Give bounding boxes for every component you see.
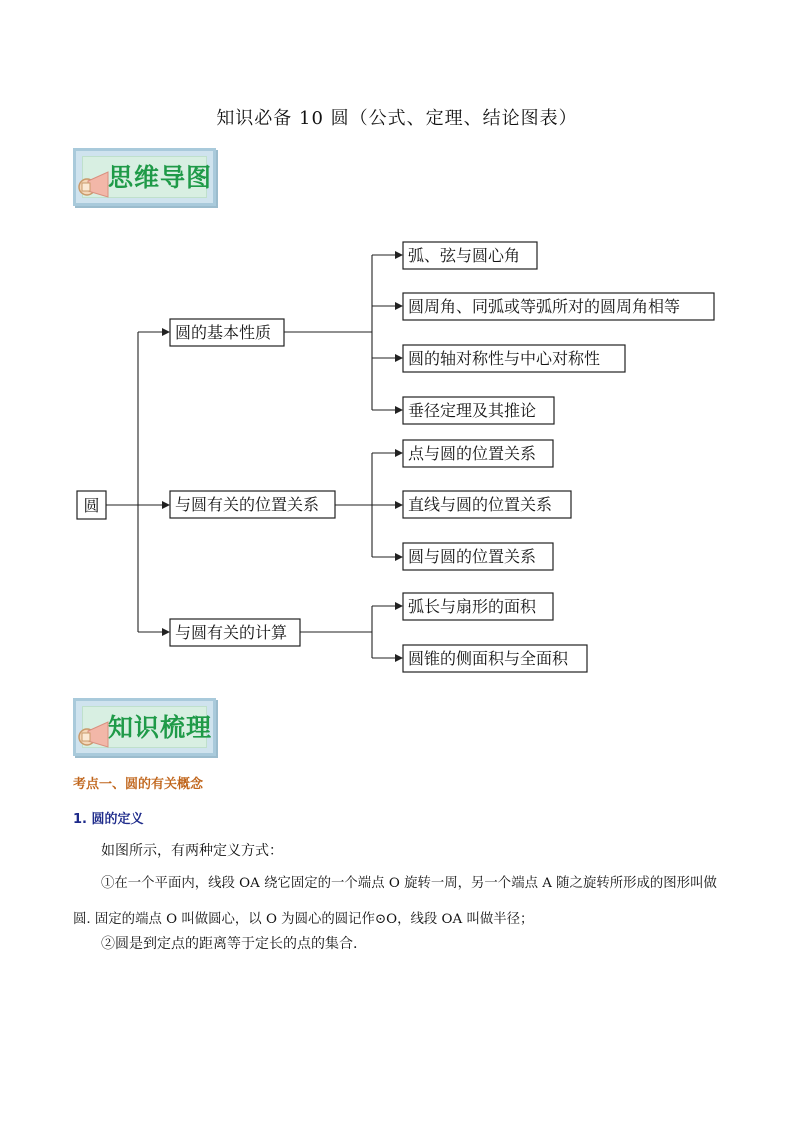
definition-2-text: ②圆是到定点的距离等于定长的点的集合. [101,936,358,952]
section-heading: 考点一、圆的有关概念 [73,777,204,792]
node-basic-properties [170,319,284,346]
node-calculations [170,619,300,646]
node-position-relations-label: 与圆有关的位置关系 [175,495,320,514]
leaf-cone-area [403,645,587,672]
leaf-inscribed-angle [403,293,714,320]
intro-text: 如图所示，有两种定义方式： [101,843,283,859]
node-position-relations [170,491,335,518]
leaf-label: 圆的轴对称性与中心对称性 [408,349,601,368]
leaf-label: 点与圆的位置关系 [408,444,537,463]
node-root-label: 圆 [83,496,100,515]
knowledge-banner [73,698,216,756]
definition-2 [73,926,723,962]
node-root [77,491,106,519]
leaf-label: 圆周角、同弧或等弧所对的圆周角相等 [408,297,681,316]
leaf-line-circle [403,491,571,518]
connectors [106,251,403,662]
leaf-label: 圆与圆的位置关系 [408,547,537,566]
knowledge-banner-label: 知识梳理 [108,713,213,742]
leaf-circle-circle [403,543,553,570]
leaf-arc-length-sector [403,593,553,620]
leaf-arc-chord [403,242,537,269]
node-calculations-label: 与圆有关的计算 [175,623,288,642]
intro-paragraph [73,833,723,869]
megaphone-icon [78,719,112,751]
definition-1-line-2: 圆. 固定的端点 O 叫做圆心，以 O 为圆心的圆记作⊙O，线段 OA 叫做半径； [73,912,534,927]
page-title: 知识必备 10 圆（公式、定理、结论图表） [216,108,578,129]
leaf-label: 垂径定理及其推论 [408,401,537,420]
node-basic-properties-label: 圆的基本性质 [175,323,272,342]
sub-heading: 1. 圆的定义 [73,812,144,827]
leaf-symmetry [403,345,625,372]
definition-1-line-1: ①在一个平面内，线段 OA 绕它固定的一个端点 O 旋转一周，另一个端点 A 随之旋转所形成的图形叫做 [101,876,717,891]
leaf-label: 直线与圆的位置关系 [408,495,553,514]
leaf-label: 弧长与扇形的面积 [408,597,537,616]
leaf-point-circle [403,440,553,467]
mindmap-banner-label: 思维导图 [108,163,213,192]
leaf-label: 弧、弦与圆心角 [408,246,521,265]
leaf-label: 圆锥的侧面积与全面积 [408,649,569,668]
leaf-perpendicular-diameter [403,397,554,424]
